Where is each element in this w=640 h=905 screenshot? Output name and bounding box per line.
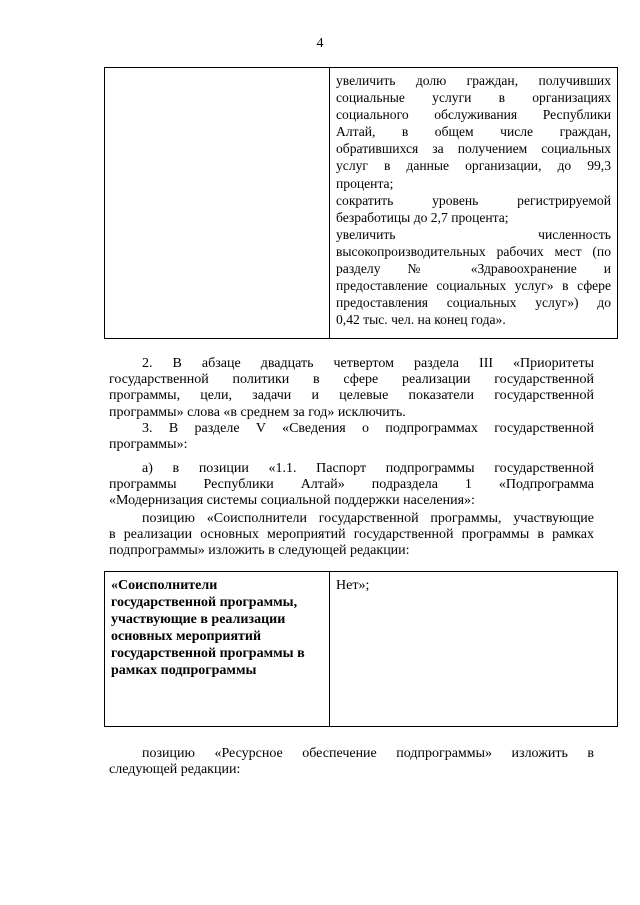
text-line: 2. В абзаце двадцать четвертом раздела III «Приоритеты: [142, 356, 594, 371]
text-line: а) в позиции «1.1. Паспорт подпрограммы государственной: [142, 461, 594, 476]
text-line: социального обслуживания Республики: [336, 107, 611, 123]
text-line: увеличить долю граждан, получивших: [336, 73, 611, 88]
text-line: участвующие в реализации: [111, 611, 286, 627]
text-line: «Соисполнители: [111, 578, 218, 593]
text-line: предоставления социальных услуг») до: [336, 295, 611, 311]
text-line: государственной программы,: [111, 594, 298, 610]
text-line: позицию «Соисполнители государственной программы, участвующие: [142, 511, 594, 526]
paragraph-4: [109, 746, 594, 778]
text-line: 0,42 тыс. чел. на конец года».: [336, 312, 506, 328]
text-line: следующей редакции:: [109, 762, 241, 778]
table-co-executors: [104, 571, 618, 727]
text-line: программы» слова «в среднем за год» исключить.: [109, 404, 406, 420]
table-cell-goals: [330, 68, 618, 339]
text-line: обратившихся за получением социальных: [336, 141, 611, 157]
text-line: государственной политики в сфере реализации государственной: [109, 372, 594, 388]
text-line: безработицы до 2,7 процента;: [336, 209, 509, 225]
paragraph-3a: [109, 461, 594, 510]
text-line: процента;: [336, 175, 394, 191]
text-line: услуг в данные организации, до 99,3: [336, 158, 611, 174]
text-line: в реализации основных мероприятий государственной программы в рамках: [109, 527, 594, 543]
text-line: «Модернизация системы социальной поддержки населения»:: [109, 493, 475, 509]
text-line: увеличить численность: [336, 226, 611, 242]
table-cell-position-value: [330, 572, 618, 727]
text-line: государственной программы в: [111, 645, 305, 661]
table-cell-empty: [105, 68, 330, 339]
paragraph-2: [109, 356, 594, 421]
paragraph-3b: [109, 511, 594, 560]
table-cell-position-title: [105, 572, 330, 727]
text-line: основных мероприятий: [111, 628, 262, 644]
text-line: Нет»;: [336, 578, 370, 593]
text-line: сократить уровень регистрируемой: [336, 192, 611, 208]
paragraph-3: [109, 421, 594, 453]
text-line: программы, цели, задачи и целевые показатели государственной: [109, 388, 594, 404]
text-line: предоставление социальных услуг» в сфере: [336, 278, 611, 294]
table-goals-continuation: [104, 67, 618, 339]
text-line: позицию «Ресурсное обеспечение подпрограммы» изложить в: [142, 746, 594, 761]
text-line: программы Республики Алтай» подраздела 1 «Подпрограмма: [109, 477, 594, 493]
text-line: разделу № «Здравоохранение и: [336, 261, 611, 277]
text-line: рамках подпрограммы: [111, 662, 257, 678]
text-line: Алтай, в общем числе граждан,: [336, 124, 611, 140]
text-line: социальные услуги в организациях: [336, 90, 611, 106]
text-line: подпрограммы» изложить в следующей редакции:: [109, 543, 410, 559]
text-line: высокопроизводительных рабочих мест (по: [336, 243, 611, 259]
text-line: программы»:: [109, 437, 188, 453]
page-number: 4: [316, 36, 324, 51]
text-line: 3. В разделе V «Сведения о подпрограммах государственной: [142, 421, 594, 436]
